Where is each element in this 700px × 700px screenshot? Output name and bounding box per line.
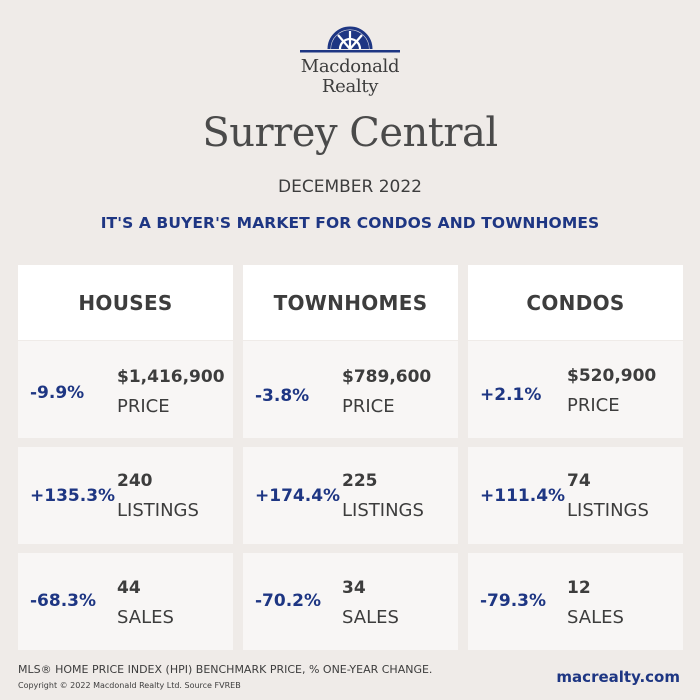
brand-name-line2: Realty bbox=[321, 76, 379, 97]
column-header-houses: HOUSES bbox=[18, 265, 233, 340]
condos-price-value: $520,900 bbox=[567, 366, 657, 386]
website-link[interactable]: macrealty.com bbox=[556, 668, 680, 686]
townhomes-price-value: $789,600 bbox=[342, 367, 432, 387]
townhomes-sales-card bbox=[243, 553, 458, 650]
brand-name-line1: Macdonald bbox=[300, 56, 400, 77]
page-title: Surrey Central bbox=[202, 110, 498, 156]
houses-price-value: $1,416,900 bbox=[117, 367, 225, 387]
houses-listings-label: LISTINGS bbox=[117, 500, 199, 521]
houses-sales-label: SALES bbox=[117, 607, 174, 628]
houses-sales-value: 44 bbox=[117, 578, 141, 598]
townhomes-listings-value: 225 bbox=[342, 471, 378, 491]
condos-listings-value: 74 bbox=[567, 471, 591, 491]
condos-listings-label: LISTINGS bbox=[567, 500, 649, 521]
hpi-footnote: MLS® HOME PRICE INDEX (HPI) BENCHMARK PRICE, % ONE-YEAR CHANGE. bbox=[18, 663, 433, 676]
townhomes-listings-change: +174.4% bbox=[255, 486, 341, 506]
condos-sales-label: SALES bbox=[567, 607, 624, 628]
column-header-townhomes: TOWNHOMES bbox=[243, 265, 458, 340]
column-header-condos: CONDOS bbox=[468, 265, 683, 340]
townhomes-price-label: PRICE bbox=[342, 396, 395, 417]
condos-listings-card bbox=[468, 447, 683, 544]
houses-listings-value: 240 bbox=[117, 471, 153, 491]
brand-logo bbox=[0, 24, 700, 97]
houses-price-card bbox=[18, 341, 233, 438]
copyright-notice: Copyright © 2022 Macdonald Realty Ltd. Source FVREB bbox=[18, 681, 241, 690]
houses-price-change: -9.9% bbox=[30, 383, 85, 403]
houses-listings-change: +135.3% bbox=[30, 486, 116, 506]
condos-price-label: PRICE bbox=[567, 395, 620, 416]
townhomes-sales-value: 34 bbox=[342, 578, 366, 598]
condos-price-change: +2.1% bbox=[480, 385, 542, 405]
report-period: DECEMBER 2022 bbox=[278, 177, 422, 197]
sunrise-logo-icon bbox=[300, 24, 400, 54]
houses-sales-card bbox=[18, 553, 233, 650]
condos-sales-card bbox=[468, 553, 683, 650]
houses-listings-card bbox=[18, 447, 233, 544]
townhomes-listings-card bbox=[243, 447, 458, 544]
townhomes-price-card bbox=[243, 341, 458, 438]
market-headline: IT'S A BUYER'S MARKET FOR CONDOS AND TOWNHOMES bbox=[100, 214, 600, 232]
townhomes-listings-label: LISTINGS bbox=[342, 500, 424, 521]
condos-sales-change: -79.3% bbox=[480, 591, 547, 611]
houses-sales-change: -68.3% bbox=[30, 591, 97, 611]
townhomes-price-change: -3.8% bbox=[255, 386, 310, 406]
condos-listings-change: +111.4% bbox=[480, 486, 566, 506]
townhomes-sales-change: -70.2% bbox=[255, 591, 322, 611]
condos-sales-value: 12 bbox=[567, 578, 591, 598]
townhomes-sales-label: SALES bbox=[342, 607, 399, 628]
condos-price-card bbox=[468, 341, 683, 438]
houses-price-label: PRICE bbox=[117, 396, 170, 417]
